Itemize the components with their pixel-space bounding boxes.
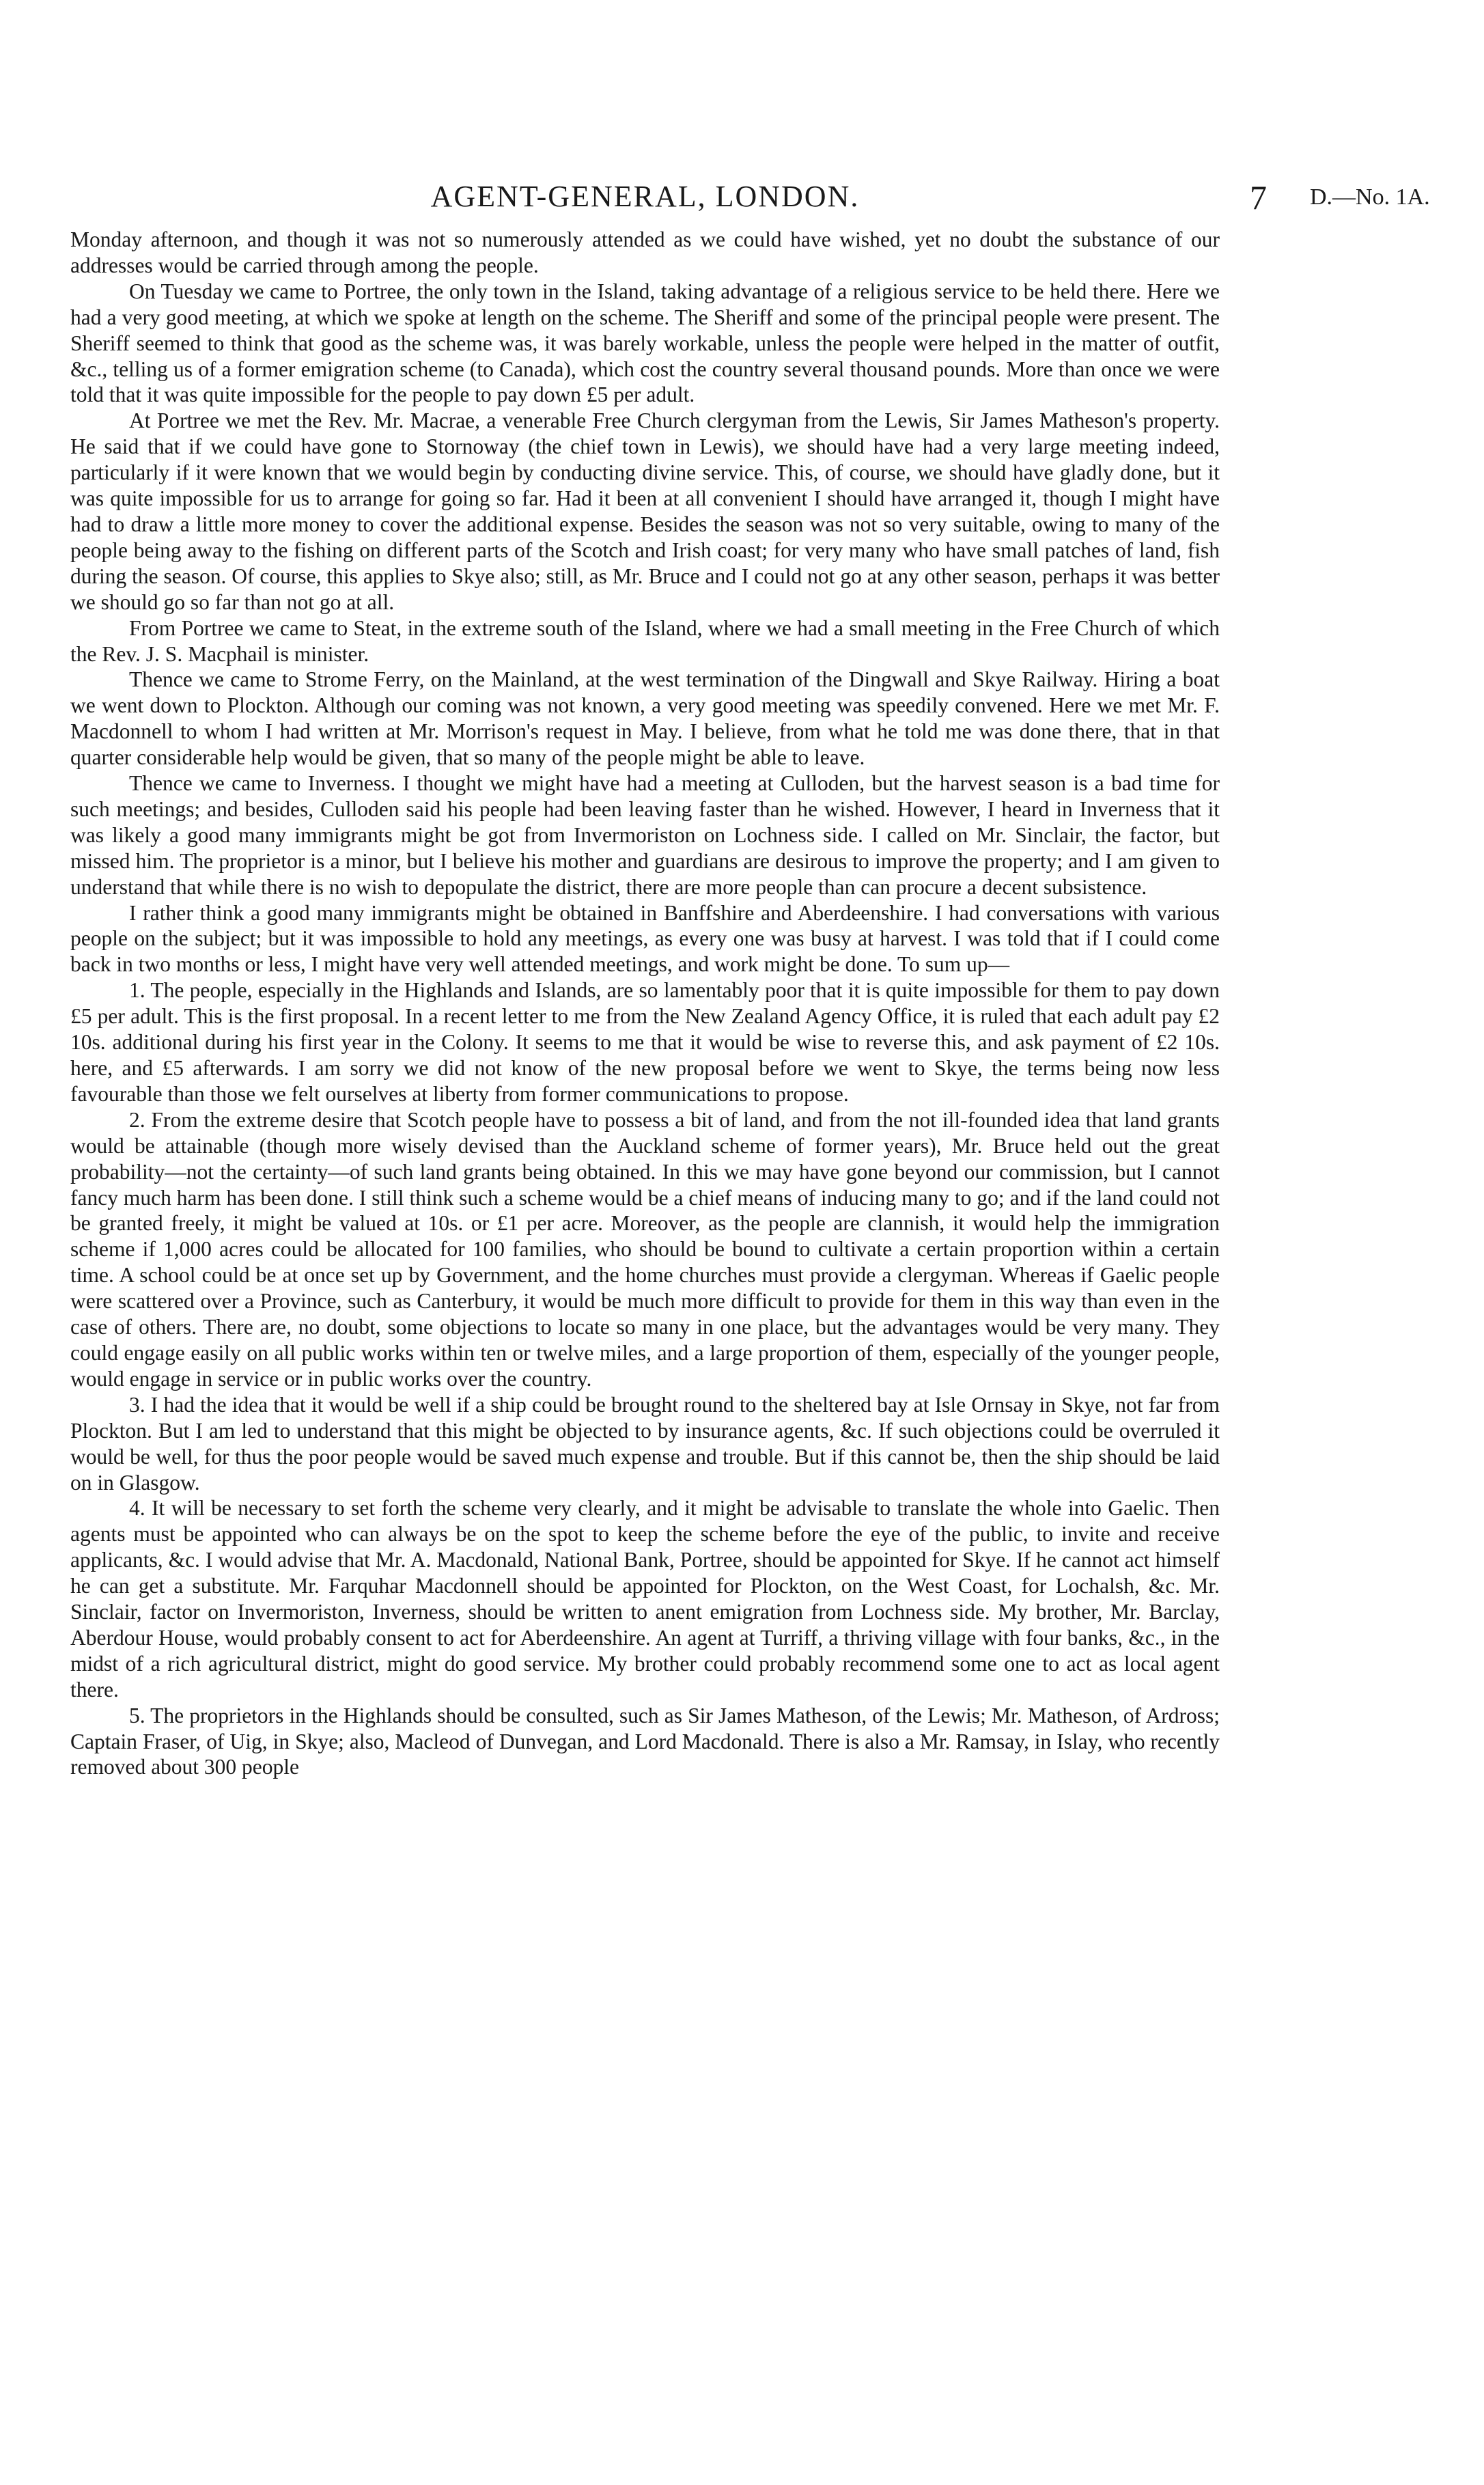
paragraph-5: Thence we came to Strome Ferry, on the Mainland, at the west termination of the Dingwall and Skye Railway. Hiring a boat we went down to Plockton. Although our coming was not known, a very good meeting was speedily convened. Here we met Mr. F. Macdonnell to whom I had written at Mr. Morrison's request in May. I believe, from what he told me was done there, that in that quarter considerable help would be given, that so many of the people might be able to leave. bbox=[70, 667, 1220, 770]
paragraph-6: Thence we came to Inverness. I thought we might have had a meeting at Culloden, but the harvest season is a bad time for such meetings; and besides, Culloden said his people had been leaving faster than he wished. However, I heard in Inverness that it was likely a good many immigrants might be got from Invermoriston on Lochness side. I called on Mr. Sinclair, the factor, but missed him. The proprietor is a minor, but I believe his mother and guardians are desirous to improve the property; and I am given to understand that while there is no wish to depopulate the district, there are more people than can procure a decent subsistence. bbox=[70, 771, 1220, 899]
page-number: 7 bbox=[1250, 178, 1267, 217]
page-header bbox=[70, 178, 1430, 227]
paragraph-1: Monday afternoon, and though it was not so numerously attended as we could have wished, yet no doubt the substance of our addresses would be carried through among the people. bbox=[70, 227, 1220, 277]
paragraph-point-3: 3. I had the idea that it would be well if a ship could be brought round to the sheltered bay at Isle Ornsay in Skye, not far from Plockton. But I am led to understand that this might be objected to by insurance agents, &c. If such objections could be overruled it would be well, for thus the poor people would be saved much expense and trouble. But if this cannot be, then the ship should be laid on in Glasgow. bbox=[70, 1392, 1220, 1495]
document-reference: D.—No. 1A. bbox=[1310, 184, 1430, 210]
paragraph-point-2: 2. From the extreme desire that Scotch people have to possess a bit of land, and from the not ill-founded idea that land grants would be attainable (though more wisely devised than the Auckland scheme of former years), Mr. Bruce held out the great probability—not the certainty—of such land grants being obtained. In this we may have gone beyond our commission, but I cannot fancy much harm has been done. I still think such a scheme would be a chief means of inducing many to go; and if the land could not be granted freely, it might be valued at 10s. or £1 per acre. Moreover, as the people are clannish, it would help the immigration scheme if 1,000 acres could be allocated for 100 families, who should be bound to cultivate a certain proportion within a certain time. A school could be at once set up by Government, and the home churches must provide a clergyman. Whereas if Gaelic people were scattered over a Province, such as Canterbury, it would be much more difficult to provide for them in this way than even in the case of others. There are, no doubt, some objections to locate so many in one place, but the advantages would be very many. They could engage easily on all public works within ten or twelve miles, and a large proportion of them, especially of the younger people, would engage in service or in public works over the country. bbox=[70, 1107, 1220, 1391]
body-text bbox=[70, 227, 1220, 1780]
document-page bbox=[70, 178, 1430, 1780]
paragraph-4: From Portree we came to Steat, in the extreme south of the Island, where we had a small meeting in the Free Church of which the Rev. J. S. Macphail is minister. bbox=[70, 615, 1220, 666]
paragraph-2: On Tuesday we came to Portree, the only town in the Island, taking advantage of a religious service to be held there. Here we had a very good meeting, at which we spoke at length on the scheme. The Sheriff and some of the principal people were present. The Sheriff seemed to think that good as the scheme was, it was barely workable, unless the people were helped in the matter of outfit, &c., telling us of a former emigration scheme (to Canada), which cost the country several thousand pounds. More than once we were told that it was quite impossible for the people to pay down £5 per adult. bbox=[70, 279, 1220, 407]
paragraph-point-4: 4. It will be necessary to set forth the scheme very clearly, and it might be advisable to translate the whole into Gaelic. Then agents must be appointed who can always be on the spot to keep the scheme before the eye of the public, to invite and receive applicants, &c. I would advise that Mr. A. Macdonald, National Bank, Portree, should be appointed for Skye. If he cannot act himself he can get a substitute. Mr. Farquhar Macdonnell should be appointed for Plockton, on the West Coast, for Lochalsh, &c. Mr. Sinclair, factor on Invermoriston, Inverness, should be written to anent emigration from Lochness side. My brother, Mr. Barclay, Aberdour House, would probably consent to act for Aberdeenshire. An agent at Turriff, a thriving village with four banks, &c., in the midst of a rich agricultural district, might do good service. My brother could probably recommend some one to act as local agent there. bbox=[70, 1496, 1220, 1702]
paragraph-3: At Portree we met the Rev. Mr. Macrae, a venerable Free Church clergyman from the Lewis, Sir James Matheson's property. He said that if we could have gone to Stornoway (the chief town in Lewis), we should have had a very large meeting indeed, particularly if it were known that we would begin by conducting divine service. This, of course, we should have gladly done, but it was quite impossible for us to arrange for going so far. Had it been at all convenient I should have arranged it, though I might have had to draw a little more money to cover the additional expense. Besides the season was not so very suitable, owing to many of the people being away to the fishing on different parts of the Scotch and Irish coast; for very many who have small patches of land, fish during the season. Of course, this applies to Skye also; still, as Mr. Bruce and I could not go at any other season, perhaps it was better we should go so far than not go at all. bbox=[70, 408, 1220, 614]
paragraph-point-5: 5. The proprietors in the Highlands should be consulted, such as Sir James Matheson, of the Lewis; Mr. Matheson, of Ardross; Captain Fraser, of Uig, in Skye; also, Macleod of Dunvegan, and Lord Macdonald. There is also a Mr. Ramsay, in Islay, who recently removed about 300 people bbox=[70, 1703, 1220, 1779]
paragraph-point-1: 1. The people, especially in the Highlands and Islands, are so lamentably poor that it is quite impossible for them to pay down £5 per adult. This is the first proposal. In a recent letter to me from the New Zealand Agency Office, it is ruled that each adult pay £2 10s. additional during his first year in the Colony. It seems to me that it would be wise to reverse this, and ask payment of £2 10s. here, and £5 afterwards. I am sorry we did not know of the new proposal before we went to Skye, the terms being now less favourable than those we felt ourselves at liberty from former communications to propose. bbox=[70, 978, 1220, 1106]
running-title: AGENT-GENERAL, LONDON. bbox=[430, 180, 860, 213]
paragraph-7: I rather think a good many immigrants might be obtained in Banffshire and Aberdeenshire. I had conversations with various people on the subject; but it was impossible to hold any meetings, as every one was busy at harvest. I was told that if I could come back in two months or less, I might have very well attended meetings, and work might be done. To sum up— bbox=[70, 900, 1220, 977]
